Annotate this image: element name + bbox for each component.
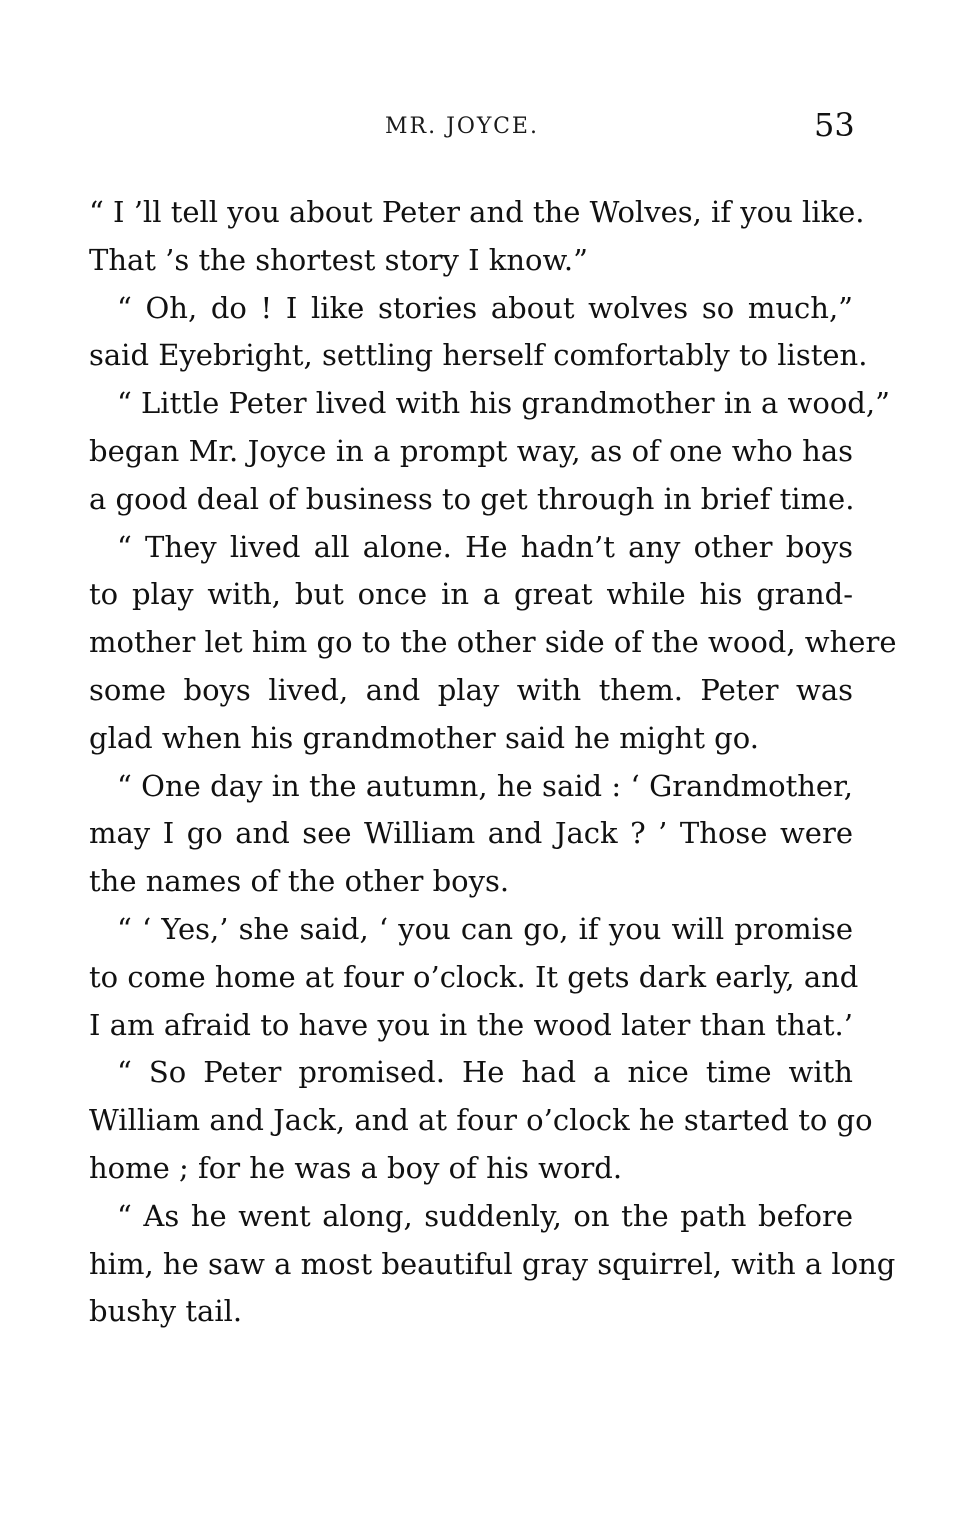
text-line: bushy tail. — [89, 1294, 243, 1329]
running-title: MR. JOYCE. — [385, 114, 539, 139]
page-number: 53 — [814, 106, 855, 144]
text-line: “ ‘ Yes,’ she said, ‘ you can go, if you will promise — [117, 911, 853, 946]
text-line: to play with, but once in a great while his grand- — [89, 577, 853, 612]
text-line: said Eyebright, settling herself comfortably to listen. — [89, 338, 868, 373]
text-line: may I go and see William and Jack ? ’ Those were — [89, 816, 853, 851]
text-line: “ As he went along, suddenly, on the path before — [117, 1198, 853, 1233]
text-line: “ They lived all alone. He hadn’t any other boys — [117, 529, 853, 564]
text-line: a good deal of business to get through in brief time. — [89, 481, 855, 516]
text-line: him, he saw a most beautiful gray squirrel, with a long — [89, 1246, 896, 1281]
text-line: “ I ’ll tell you about Peter and the Wolves, if you like. — [89, 195, 865, 229]
text-line: “ One day in the autumn, he said : ‘ Grandmother, — [117, 768, 853, 803]
body-text — [89, 189, 897, 1336]
text-line: the names of the other boys. — [89, 864, 510, 899]
text-line: home ; for he was a boy of his word. — [89, 1150, 623, 1185]
text-line: “ Little Peter lived with his grandmother in a wood,” — [117, 386, 890, 421]
text-line: mother let him go to the other side of the wood, where — [89, 625, 897, 660]
text-line: “ Oh, do ! I like stories about wolves so much,” — [117, 290, 853, 325]
text-line: I am afraid to have you in the wood later than that.’ — [89, 1007, 853, 1042]
text-line: some boys lived, and play with them. Peter was — [89, 672, 853, 707]
text-line: William and Jack, and at four o’clock he started to go — [89, 1103, 873, 1138]
text-line: That ’s the shortest story I know.” — [89, 242, 588, 277]
text-line: to come home at four o’clock. It gets dark early, and — [89, 959, 859, 994]
text-line: “ So Peter promised. He had a nice time with — [117, 1055, 853, 1090]
text-line: began Mr. Joyce in a prompt way, as of one who has — [89, 433, 853, 468]
text-line: glad when his grandmother said he might go. — [89, 720, 759, 755]
